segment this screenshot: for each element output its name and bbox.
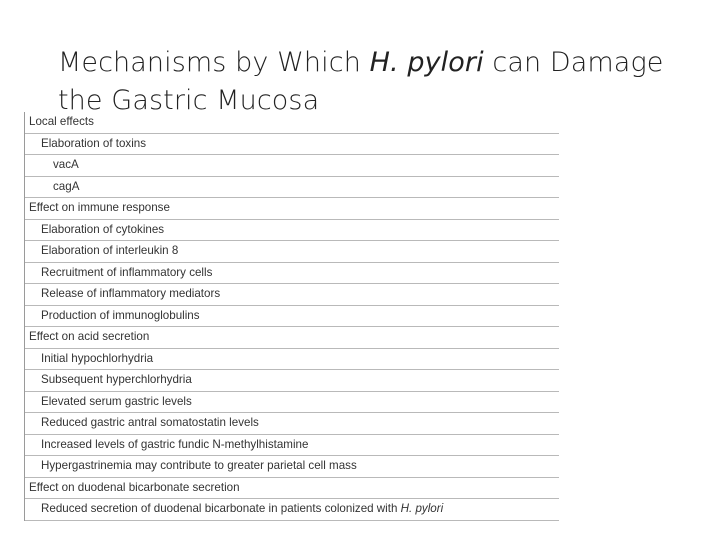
row-label: Effect on duodenal bicarbonate secretion bbox=[29, 480, 240, 494]
row-label: Hypergastrinemia may contribute to greater parietal cell mass bbox=[41, 459, 357, 472]
table-row bbox=[25, 392, 559, 414]
row-label: Elevated serum gastric levels bbox=[41, 394, 192, 408]
title-italic-organism: H. pylori bbox=[369, 47, 484, 78]
table-row bbox=[25, 499, 559, 521]
slide-title bbox=[58, 44, 698, 120]
table-row bbox=[25, 456, 559, 478]
table-row bbox=[25, 478, 559, 500]
row-label: Reduced secretion of duodenal bicarbonate in patients colonized with bbox=[41, 502, 401, 515]
table-row bbox=[25, 112, 559, 134]
row-label: Elaboration of cytokines bbox=[41, 222, 165, 236]
row-label: Reduced gastric antral somatostatin levels bbox=[41, 416, 259, 429]
row-label: Effect on acid secretion bbox=[29, 330, 150, 343]
row-label: Initial hypochlorhydria bbox=[41, 351, 154, 365]
table-row bbox=[25, 284, 559, 306]
row-label: cagA bbox=[53, 179, 80, 193]
table-row bbox=[25, 327, 559, 349]
table-row bbox=[25, 435, 559, 457]
row-label: Elaboration of interleukin 8 bbox=[41, 244, 179, 257]
row-label-italic-organism: H. pylori bbox=[400, 502, 444, 515]
row-label: Increased levels of gastric fundic N-methylhistamine bbox=[41, 437, 309, 451]
title-text-part1: Mechanisms by Which bbox=[58, 47, 370, 78]
table-row bbox=[25, 349, 559, 371]
table-row bbox=[25, 177, 559, 199]
row-label: vacA bbox=[53, 158, 79, 171]
mechanisms-table bbox=[24, 112, 559, 521]
row-label: Effect on immune response bbox=[29, 201, 170, 214]
row-label: Local effects bbox=[29, 115, 94, 128]
row-label: Production of immunoglobulins bbox=[41, 308, 200, 322]
table-row bbox=[25, 155, 559, 177]
row-label: Recruitment of inflammatory cells bbox=[41, 265, 213, 279]
table-row bbox=[25, 370, 559, 392]
row-label: Subsequent hyperchlorhydria bbox=[41, 373, 192, 386]
table-row bbox=[25, 413, 559, 435]
row-label: Release of inflammatory mediators bbox=[41, 287, 221, 300]
table-row bbox=[25, 134, 559, 156]
row-label: Elaboration of toxins bbox=[41, 136, 147, 150]
table-row bbox=[25, 220, 559, 242]
table-row bbox=[25, 198, 559, 220]
table-row bbox=[25, 263, 559, 285]
title-text-part2: can Damage the Gastric Mucosa bbox=[58, 47, 664, 116]
table-row bbox=[25, 241, 559, 263]
table-row bbox=[25, 306, 559, 328]
